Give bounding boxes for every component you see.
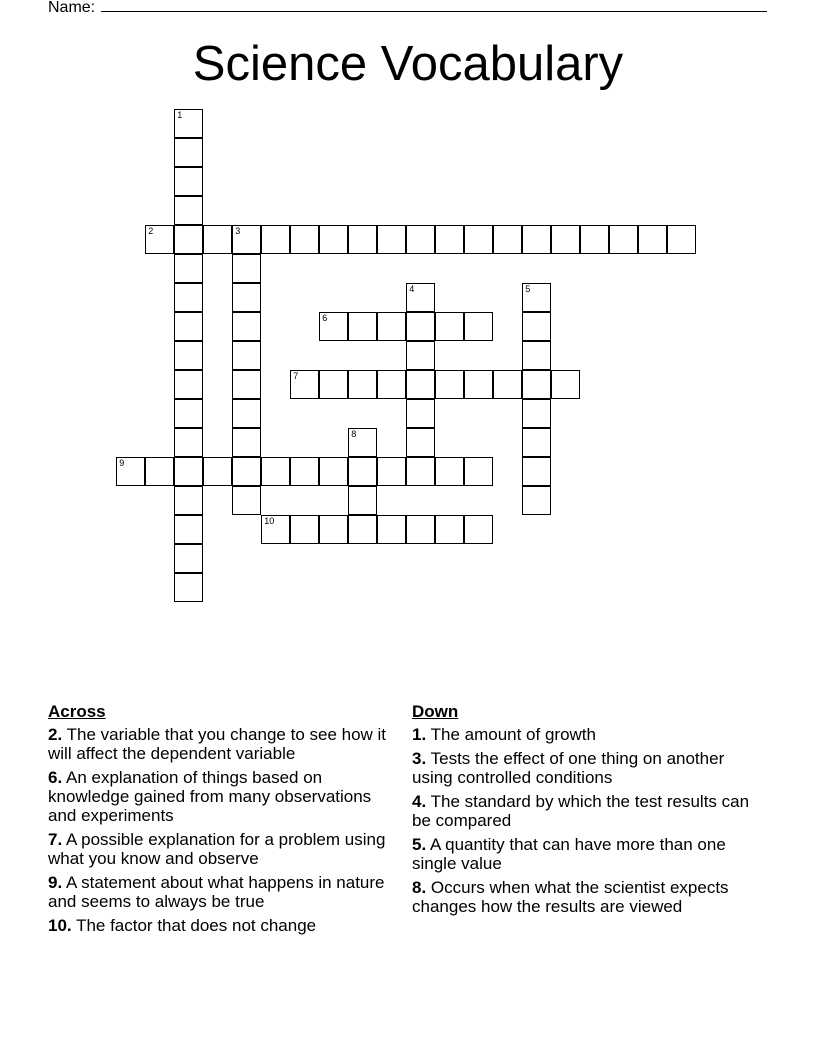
clue-number: 3 [235,226,241,237]
grid-cell[interactable] [319,515,348,544]
grid-cell[interactable] [377,515,406,544]
grid-cell[interactable] [348,515,377,544]
grid-cell[interactable] [203,225,232,254]
grid-cell[interactable] [232,312,261,341]
grid-cell[interactable] [522,428,551,457]
grid-cell[interactable] [174,428,203,457]
grid-cell[interactable] [232,370,261,399]
down-heading: Down [412,702,459,721]
grid-cell[interactable] [290,515,319,544]
grid-cell[interactable] [406,312,435,341]
clue-across-7: 7. A possible explanation for a problem using what you know and observe [48,830,386,868]
clue-down-1: 1. The amount of growth [412,725,596,744]
grid-cell[interactable] [406,399,435,428]
grid-cell[interactable] [667,225,696,254]
grid-cell[interactable] [522,457,551,486]
grid-cell[interactable] [522,341,551,370]
grid-cell[interactable] [464,457,493,486]
grid-cell[interactable] [290,370,319,399]
grid-cell[interactable] [493,225,522,254]
grid-cell[interactable] [232,457,261,486]
grid-cell[interactable] [348,370,377,399]
grid-cell[interactable] [377,312,406,341]
down-clues [412,702,752,921]
grid-cell[interactable] [406,428,435,457]
grid-cell[interactable] [435,457,464,486]
grid-cell[interactable] [464,370,493,399]
clue-across-9: 9. A statement about what happens in nature and seems to always be true [48,873,385,911]
grid-cell[interactable] [522,370,551,399]
clue-across-2: 2. The variable that you change to see how it will affect the dependent variable [48,725,387,763]
clue-number: 7 [293,371,299,382]
grid-cell[interactable] [406,225,435,254]
grid-cell[interactable] [464,515,493,544]
grid-cell[interactable] [290,225,319,254]
grid-cell[interactable] [290,457,319,486]
grid-cell[interactable] [406,283,435,312]
grid-cell[interactable] [348,457,377,486]
grid-cell[interactable] [522,399,551,428]
grid-cell[interactable] [174,312,203,341]
grid-cell[interactable] [522,312,551,341]
clue-across-10: 10. The factor that does not change [48,916,317,935]
grid-cell[interactable] [377,370,406,399]
page-title: Science Vocabulary [192,37,624,91]
grid-cell[interactable] [435,370,464,399]
grid-cell[interactable] [609,225,638,254]
grid-cell[interactable] [319,457,348,486]
grid-cell[interactable] [174,457,203,486]
across-clues [48,702,398,940]
grid-cell[interactable] [174,486,203,515]
grid-cell[interactable] [348,225,377,254]
grid-cell[interactable] [406,341,435,370]
grid-cell[interactable] [348,312,377,341]
grid-cell[interactable] [435,312,464,341]
clue-number: 4 [409,284,415,295]
grid-cell[interactable] [406,457,435,486]
clue-number: 10 [264,516,275,527]
grid-cell[interactable] [493,370,522,399]
grid-cell[interactable] [145,225,174,254]
grid-cell[interactable] [261,515,290,544]
grid-cell[interactable] [406,370,435,399]
grid-cell[interactable] [261,457,290,486]
grid-cell[interactable] [174,544,203,573]
grid-cell[interactable] [174,167,203,196]
name-blank-line[interactable] [101,0,767,12]
grid-cell[interactable] [377,457,406,486]
clue-number: 2 [148,226,154,237]
grid-cell[interactable] [174,370,203,399]
grid-cell[interactable] [174,399,203,428]
grid-cell[interactable] [464,225,493,254]
grid-cell[interactable] [551,225,580,254]
name-label: Name: [48,0,96,16]
grid-cell[interactable] [319,225,348,254]
grid-cell[interactable] [522,283,551,312]
grid-cell[interactable] [232,399,261,428]
grid-cell[interactable] [174,515,203,544]
clue-across-6: 6. An explanation of things based on knowledge gained from many observations and experiments [48,768,372,825]
grid-cell[interactable] [174,254,203,283]
clue-number: 9 [119,458,125,469]
grid-cell[interactable] [464,312,493,341]
grid-cell[interactable] [232,254,261,283]
grid-cell[interactable] [319,370,348,399]
grid-cell[interactable] [435,515,464,544]
grid-cell[interactable] [232,428,261,457]
clue-number: 5 [525,284,531,295]
grid-cell[interactable] [174,341,203,370]
grid-cell[interactable] [145,457,174,486]
grid-cell[interactable] [174,138,203,167]
grid-cell[interactable] [377,225,406,254]
grid-cell[interactable] [174,225,203,254]
grid-cell[interactable] [406,515,435,544]
grid-cell[interactable] [174,109,203,138]
across-heading: Across [48,702,106,721]
grid-cell[interactable] [174,283,203,312]
grid-cell[interactable] [261,225,290,254]
grid-cell[interactable] [203,457,232,486]
grid-cell[interactable] [174,196,203,225]
grid-cell[interactable] [551,370,580,399]
grid-cell[interactable] [638,225,667,254]
grid-cell[interactable] [232,341,261,370]
grid-cell[interactable] [522,486,551,515]
grid-cell[interactable] [348,428,377,457]
grid-cell[interactable] [522,225,551,254]
clue-number: 1 [177,110,183,121]
grid-cell[interactable] [232,225,261,254]
clue-down-5: 5. A quantity that can have more than one single value [412,835,726,873]
grid-cell[interactable] [232,486,261,515]
grid-cell[interactable] [580,225,609,254]
grid-cell[interactable] [319,312,348,341]
clue-down-3: 3. Tests the effect of one thing on another using controlled conditions [412,749,725,787]
clue-down-8: 8. Occurs when what the scientist expects changes how the results are viewed [412,878,729,916]
grid-cell[interactable] [116,457,145,486]
grid-cell[interactable] [232,283,261,312]
grid-cell[interactable] [435,225,464,254]
grid-cell[interactable] [174,573,203,602]
clue-down-4: 4. The standard by which the test results can be compared [412,792,750,830]
clue-number: 8 [351,429,357,440]
clue-number: 6 [322,313,328,324]
name-field [48,0,767,17]
grid-cell[interactable] [348,486,377,515]
